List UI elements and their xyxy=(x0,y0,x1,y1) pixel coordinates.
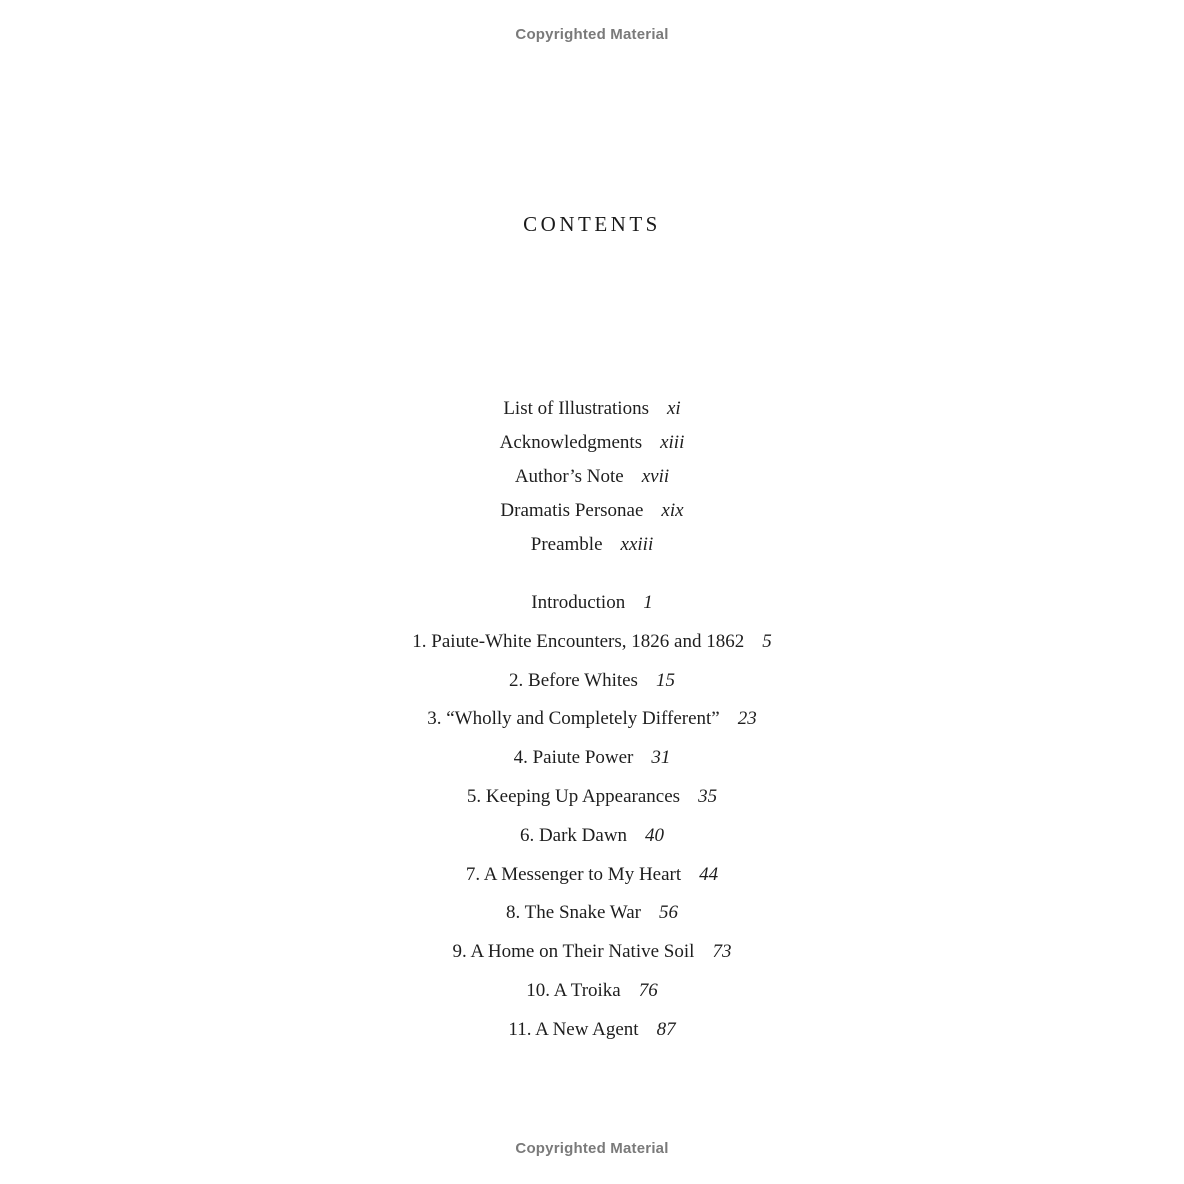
toc-entry-page: 35 xyxy=(698,785,718,807)
toc-entry-title: Introduction xyxy=(531,592,626,613)
toc-entry-page: xxiii xyxy=(620,534,654,555)
toc-entry xyxy=(0,704,1184,743)
toc-entry-title: List of Illustrations xyxy=(503,398,649,419)
toc-entry xyxy=(0,627,1184,666)
toc-entry xyxy=(0,860,1184,899)
toc-entry-title: 7. A Messenger to My Heart xyxy=(465,863,682,885)
toc-entry-page: 31 xyxy=(651,747,671,769)
toc-entry-page: 76 xyxy=(638,979,658,1001)
toc-entry-page: xvii xyxy=(641,466,670,487)
toc-entry-title: 10. A Troika xyxy=(526,979,621,1001)
toc-entry xyxy=(0,588,1184,627)
toc-entry-title: Acknowledgments xyxy=(499,432,643,453)
copyright-watermark-top: Copyrighted Material xyxy=(515,26,669,43)
toc-entry-page: 40 xyxy=(645,824,665,846)
toc-entry xyxy=(0,976,1184,1015)
toc-entry xyxy=(0,1015,1184,1054)
toc-entry-page: 5 xyxy=(762,630,772,652)
toc-entry-page: 1 xyxy=(643,592,653,613)
toc-entry xyxy=(0,666,1184,705)
toc-entry-title: 4. Paiute Power xyxy=(513,747,634,769)
toc-entry-title: Author’s Note xyxy=(514,466,624,487)
toc-entry-page: 23 xyxy=(737,708,757,730)
page-title: CONTENTS xyxy=(523,212,661,236)
front-matter-list xyxy=(0,392,1184,562)
toc-entry xyxy=(0,494,1184,528)
toc-entry-page: 44 xyxy=(699,863,719,885)
toc-entry xyxy=(0,937,1184,976)
toc-entry xyxy=(0,898,1184,937)
toc-entry xyxy=(0,460,1184,494)
chapter-list xyxy=(0,588,1184,1054)
toc-entry xyxy=(0,528,1184,562)
toc-entry-page: 15 xyxy=(655,669,675,691)
toc-entry-title: Dramatis Personae xyxy=(500,500,644,521)
copyright-watermark-bottom: Copyrighted Material xyxy=(515,1140,669,1157)
toc-entry xyxy=(0,782,1184,821)
toc-entry xyxy=(0,426,1184,460)
toc-entry-title: 9. A Home on Their Native Soil xyxy=(452,941,695,963)
toc-entry-title: 6. Dark Dawn xyxy=(519,824,628,846)
toc-entry-title: Preamble xyxy=(530,534,603,555)
toc-entry xyxy=(0,743,1184,782)
toc-entry-page: xiii xyxy=(660,432,685,453)
toc-entry-page: xix xyxy=(661,500,684,521)
toc-entry xyxy=(0,392,1184,426)
toc-entry-title: 1. Paiute-White Encounters, 1826 and 1862 xyxy=(412,630,745,652)
toc-entry-page: xi xyxy=(666,398,681,419)
toc-entry-page: 73 xyxy=(712,941,732,963)
toc-entry-title: 8. The Snake War xyxy=(506,902,641,924)
toc-entry xyxy=(0,821,1184,860)
toc-entry-title: 5. Keeping Up Appearances xyxy=(466,785,681,807)
toc-entry-page: 87 xyxy=(656,1018,676,1040)
toc-entry-page: 56 xyxy=(658,902,678,924)
toc-entry-title: 2. Before Whites xyxy=(509,669,638,691)
toc-entry-title: 3. “Wholly and Completely Different” xyxy=(427,708,720,730)
toc-entry-title: 11. A New Agent xyxy=(508,1018,639,1040)
